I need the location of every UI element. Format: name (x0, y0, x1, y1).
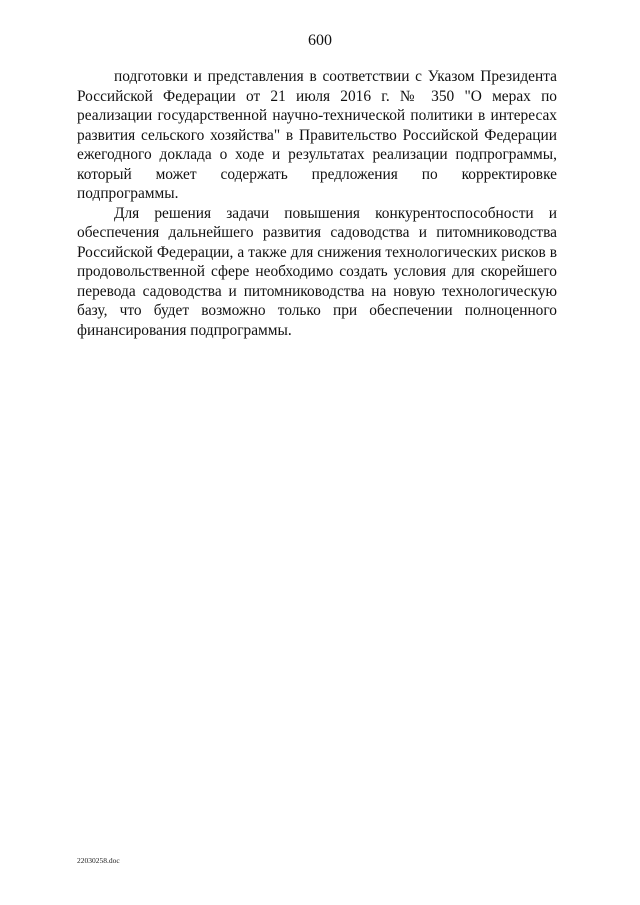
paragraph-1: подготовки и представления в соответствии с Указом Президента Российской Федерации от 21 июля 2016 г. № 350 "О мерах по реализации государственной научно-технической политики в интересах развития сельского хозяйства" в Правительство Российской Федерации ежегодного доклада о ходе и результатах реализации подпрограммы, который может содержать предложения по корректировке подпрограммы. (77, 68, 557, 202)
page-number: 600 (308, 32, 332, 49)
file-code-footer: 22030258.doc (77, 856, 120, 865)
document-body (77, 67, 557, 340)
paragraph-2: Для решения задачи повышения конкурентоспособности и обеспечения дальнейшего развития садоводства и питомниководства Российской Федерации, а также для снижения технологических рисков в продовольственной сфере необходимо создать условия для скорейшего перевода садоводства и питомниководства на новую технологическую базу, что будет возможно только при обеспечении полноценного финансирования подпрограммы. (77, 204, 557, 339)
